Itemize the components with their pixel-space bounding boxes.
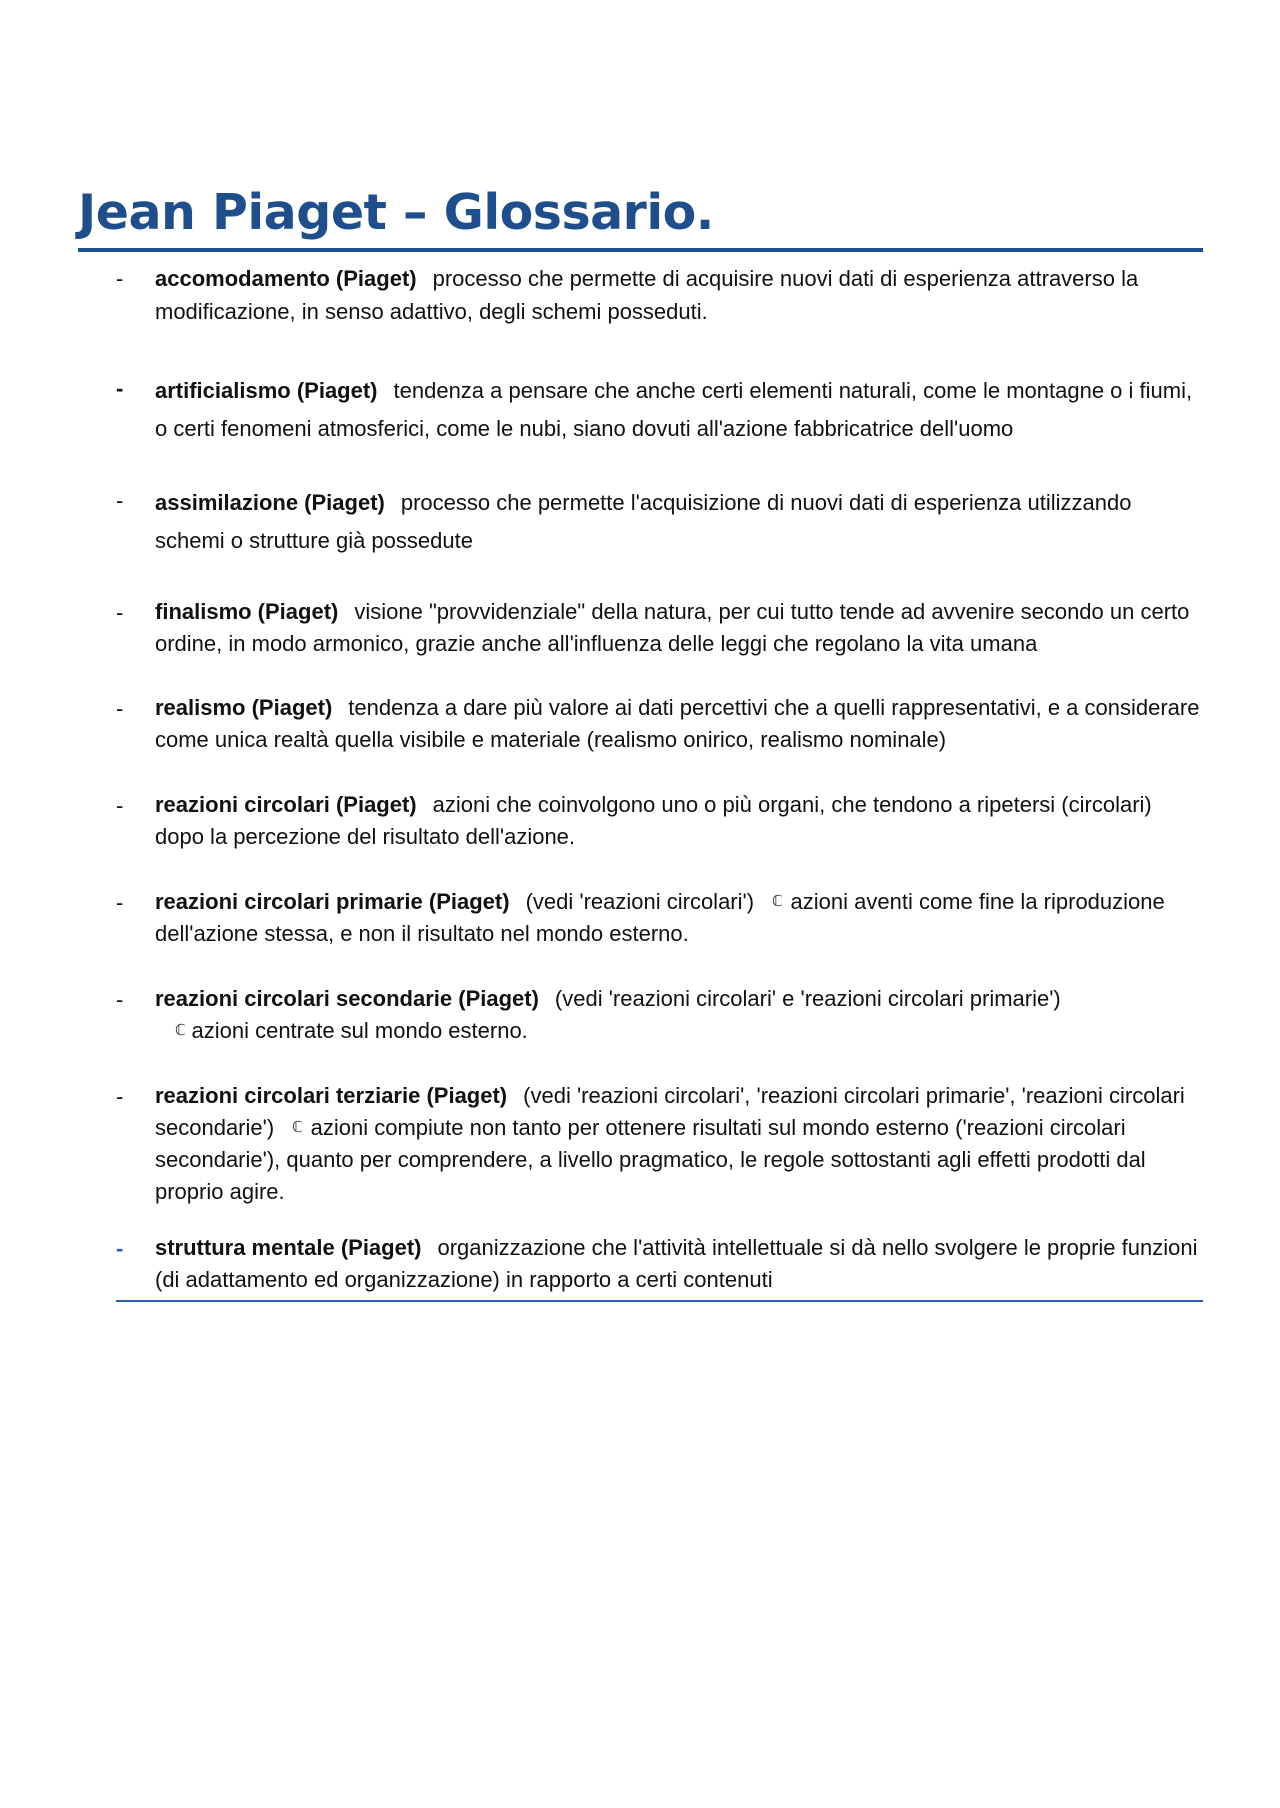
page-title: Jean Piaget – Glossario. — [78, 184, 714, 241]
list-bullet: - — [116, 793, 124, 818]
glossary-see-also: (vedi 'reazioni circolari', 'reazioni circolari primarie', 'reazioni circolari secondarie') — [155, 1083, 1185, 1140]
entry-text — [155, 262, 1205, 328]
entry-text — [155, 983, 1205, 1047]
glossary-term: artificialismo (Piaget) — [155, 378, 378, 403]
list-bullet: - — [116, 890, 124, 915]
list-bullet: - — [116, 1084, 124, 1109]
glossary-term: assimilazione (Piaget) — [155, 490, 385, 515]
entry-text — [155, 1080, 1205, 1208]
entry-text — [155, 886, 1205, 950]
glossary-definition: visione "provvidenziale" della natura, per cui tutto tende ad avvenire secondo un certo ordine, in modo armonico, grazie anche all'influenza delle leggi che regolano la vita umana — [155, 599, 1190, 656]
entry-text — [155, 596, 1205, 660]
glossary-see-also: (vedi 'reazioni circolari' e 'reazioni circolari primarie') — [554, 986, 1061, 1011]
glossary-definition: organizzazione che l'attività intellettuale si dà nello svolgere le proprie funzioni (di adattamento ed organizzazione) in rapporto a certi contenuti — [155, 1235, 1198, 1292]
glossary-definition: azioni che coinvolgono uno o più organi, che tendono a ripetersi (circolari) dopo la percezione del risultato dell'azione. — [155, 792, 1152, 849]
bottom-divider — [116, 1300, 1203, 1302]
arrow-icon: ℂ — [292, 1119, 303, 1136]
entry-text — [155, 372, 1205, 448]
list-bullet: - — [116, 266, 124, 291]
glossary-term: finalismo (Piaget) — [155, 599, 339, 624]
glossary-term: accomodamento (Piaget) — [155, 266, 417, 291]
glossary-term: reazioni circolari primarie (Piaget) — [155, 889, 510, 914]
glossary-definition: azioni aventi come fine la riproduzione dell'azione stessa, e non il risultato nel mondo esterno. — [155, 889, 1165, 946]
list-bullet: - — [116, 376, 124, 401]
entry-text — [155, 692, 1205, 756]
glossary-definition: processo che permette l'acquisizione di nuovi dati di esperienza utilizzando schemi o strutture già possedute — [155, 490, 1132, 553]
list-bullet: - — [116, 600, 124, 625]
glossary-term: reazioni circolari (Piaget) — [155, 792, 417, 817]
list-bullet: - — [116, 987, 124, 1012]
glossary-term: struttura mentale (Piaget) — [155, 1235, 422, 1260]
entry-text — [155, 1232, 1205, 1296]
entry-text — [155, 484, 1205, 560]
arrow-icon: ℂ — [175, 1022, 186, 1039]
glossary-see-also: (vedi 'reazioni circolari') — [525, 889, 755, 914]
glossary-definition: tendenza a pensare che anche certi elementi naturali, come le montagne o i fiumi, o certi fenomeni atmosferici, come le nubi, siano dovuti all'azione fabbricatrice dell'uomo — [155, 378, 1193, 441]
arrow-icon: ℂ — [772, 893, 783, 910]
glossary-term: realismo (Piaget) — [155, 695, 333, 720]
glossary-term: reazioni circolari secondarie (Piaget) — [155, 986, 539, 1011]
entry-text — [155, 789, 1205, 853]
glossary-definition: azioni compiute non tanto per ottenere risultati sul mondo esterno ('reazioni circolari secondarie'), quanto per comprendere, a livello pragmatico, le regole sottostanti agli effetti prodotti dal proprio agire. — [155, 1115, 1146, 1204]
glossary-definition: processo che permette di acquisire nuovi dati di esperienza attraverso la modificazione, in senso adattivo, degli schemi posseduti. — [155, 266, 1139, 324]
glossary-definition: tendenza a dare più valore ai dati percettivi che a quelli rappresentativi, e a considerare come unica realtà quella visibile e materiale (realismo onirico, realismo nominale) — [155, 695, 1200, 752]
list-bullet: - — [116, 696, 124, 721]
glossary-definition: azioni centrate sul mondo esterno. — [191, 1018, 528, 1043]
list-bullet: - — [116, 1236, 124, 1261]
list-bullet: - — [116, 488, 124, 513]
title-underline — [78, 248, 1203, 252]
glossary-term: reazioni circolari terziarie (Piaget) — [155, 1083, 508, 1108]
